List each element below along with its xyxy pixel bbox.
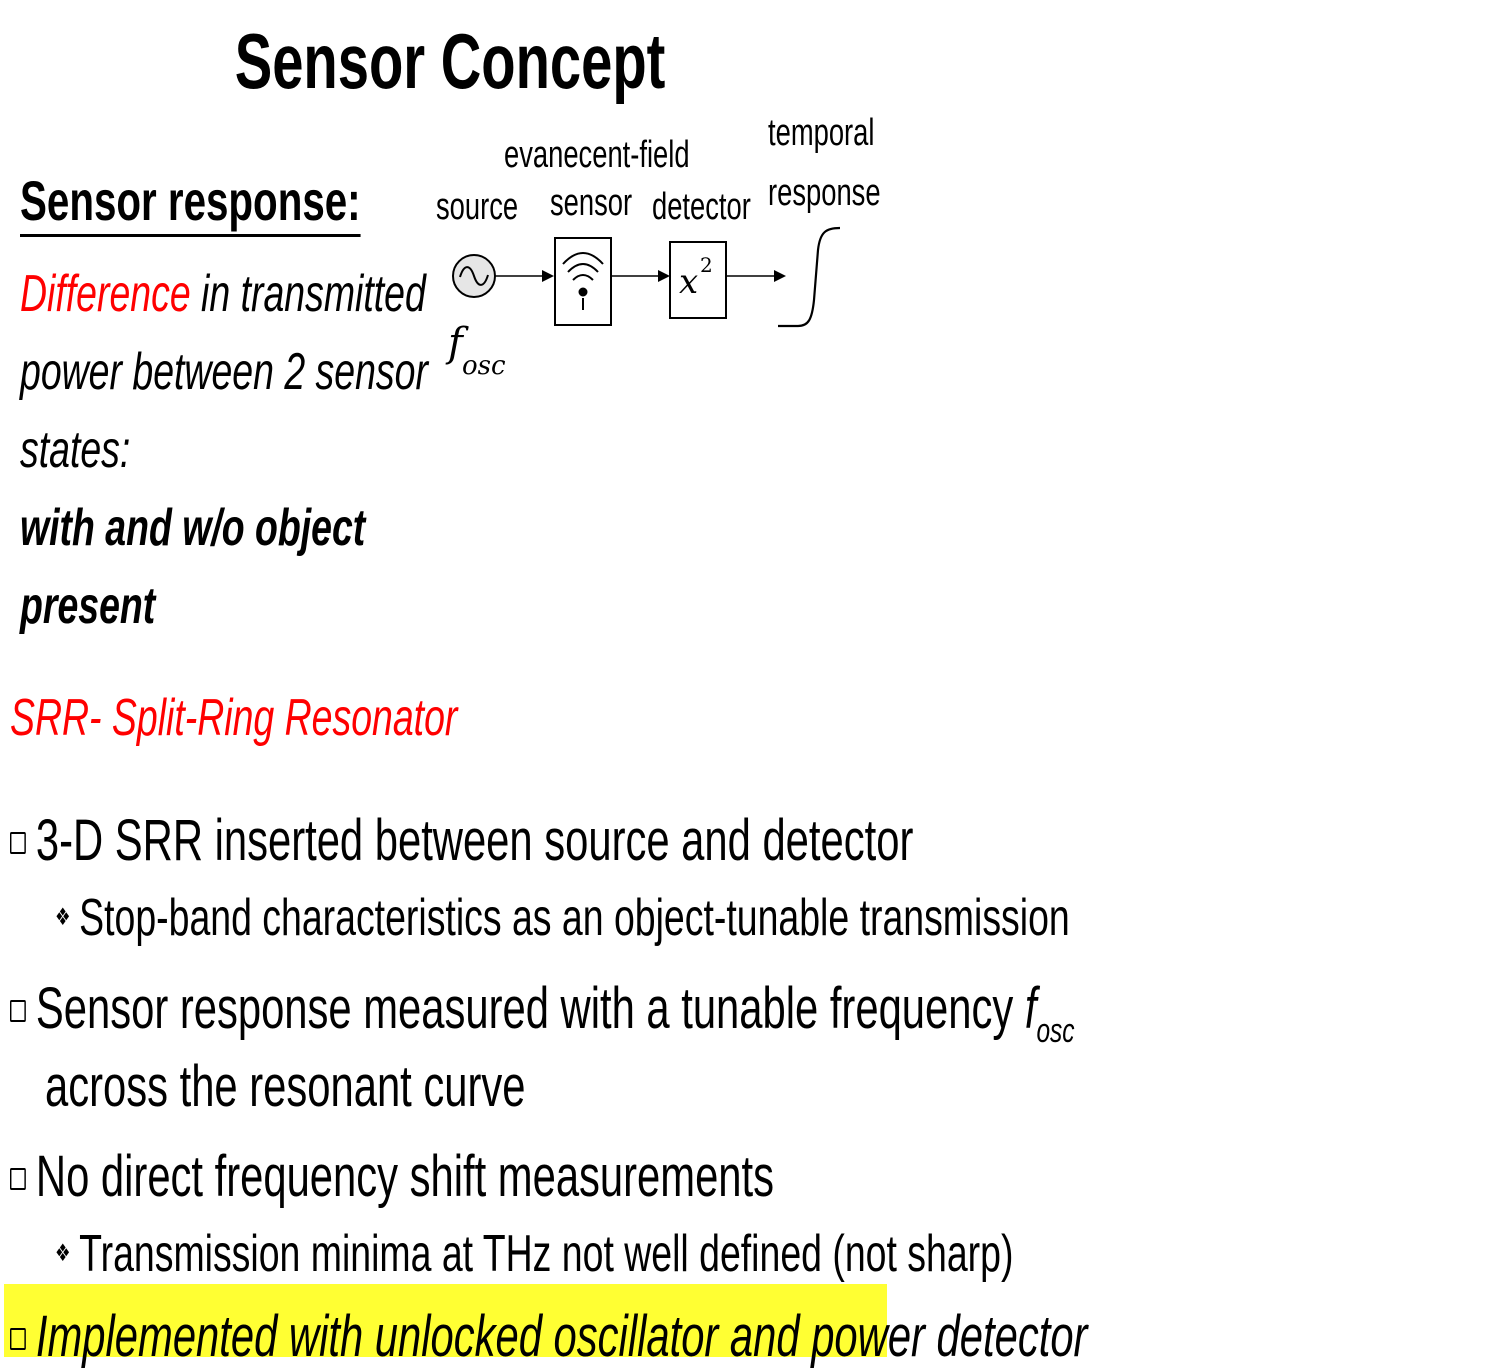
- srr-heading: SRR- Split-Ring Resonator: [10, 689, 458, 747]
- checkbox-square-icon: [10, 1168, 26, 1190]
- sensor-response-line-3: states:: [20, 421, 131, 479]
- detector-math-exp: 2: [700, 253, 713, 277]
- diamond-bullet-icon: ❖: [55, 1240, 71, 1267]
- page-title: Sensor Concept: [234, 17, 666, 105]
- bullet-1: 3-D SRR inserted between source and detector: [10, 812, 1265, 870]
- diagram-graphics: [430, 220, 880, 400]
- checkbox-square-icon: [10, 832, 26, 854]
- fosc-f: f: [448, 320, 463, 366]
- detector-math-x: x: [679, 262, 699, 302]
- bullet-4: Implemented with unlocked oscillator and power detector: [10, 1308, 1506, 1366]
- sensor-response-line-2: power between 2 sensor: [20, 343, 428, 401]
- temporal-response-curve-icon: [778, 228, 840, 326]
- bullet-3-sub: ❖ Transmission minima at THz not well defined (not sharp): [55, 1225, 1014, 1283]
- checkbox-square-icon: [10, 1000, 26, 1022]
- sensor-label: sensor: [550, 182, 633, 224]
- diamond-bullet-icon: ❖: [55, 904, 71, 931]
- sensor-response-heading: Sensor response:: [20, 170, 493, 237]
- checkbox-square-icon: [10, 1328, 26, 1350]
- arrow-icon: [658, 270, 670, 282]
- source-label: source: [436, 186, 519, 228]
- bullet-1-sub: ❖ Stop-band characteristics as an object-tunable transmission: [55, 889, 1070, 947]
- detector-label: detector: [652, 186, 751, 228]
- arrow-icon: [774, 270, 786, 282]
- sensor-box: [555, 238, 611, 325]
- sensor-response-line-5: present: [20, 577, 156, 635]
- response-label: response: [768, 172, 881, 214]
- bullet-2-line-2: across the resonant curve: [45, 1054, 526, 1119]
- bullet-2: Sensor response measured with a tunable frequency $f_{osc}$: [10, 980, 1489, 1048]
- fosc-sub: osc: [462, 351, 506, 381]
- bullet-3: No direct frequency shift measurements: [10, 1148, 1071, 1206]
- sensor-response-line-4: with and w/o object: [20, 499, 366, 557]
- temporal-label: temporal: [768, 112, 875, 154]
- sensor-response-line-1: Difference in transmitted: [20, 265, 426, 323]
- arrow-icon: [542, 270, 554, 282]
- evanescent-field-label: evanecent-field: [504, 134, 690, 176]
